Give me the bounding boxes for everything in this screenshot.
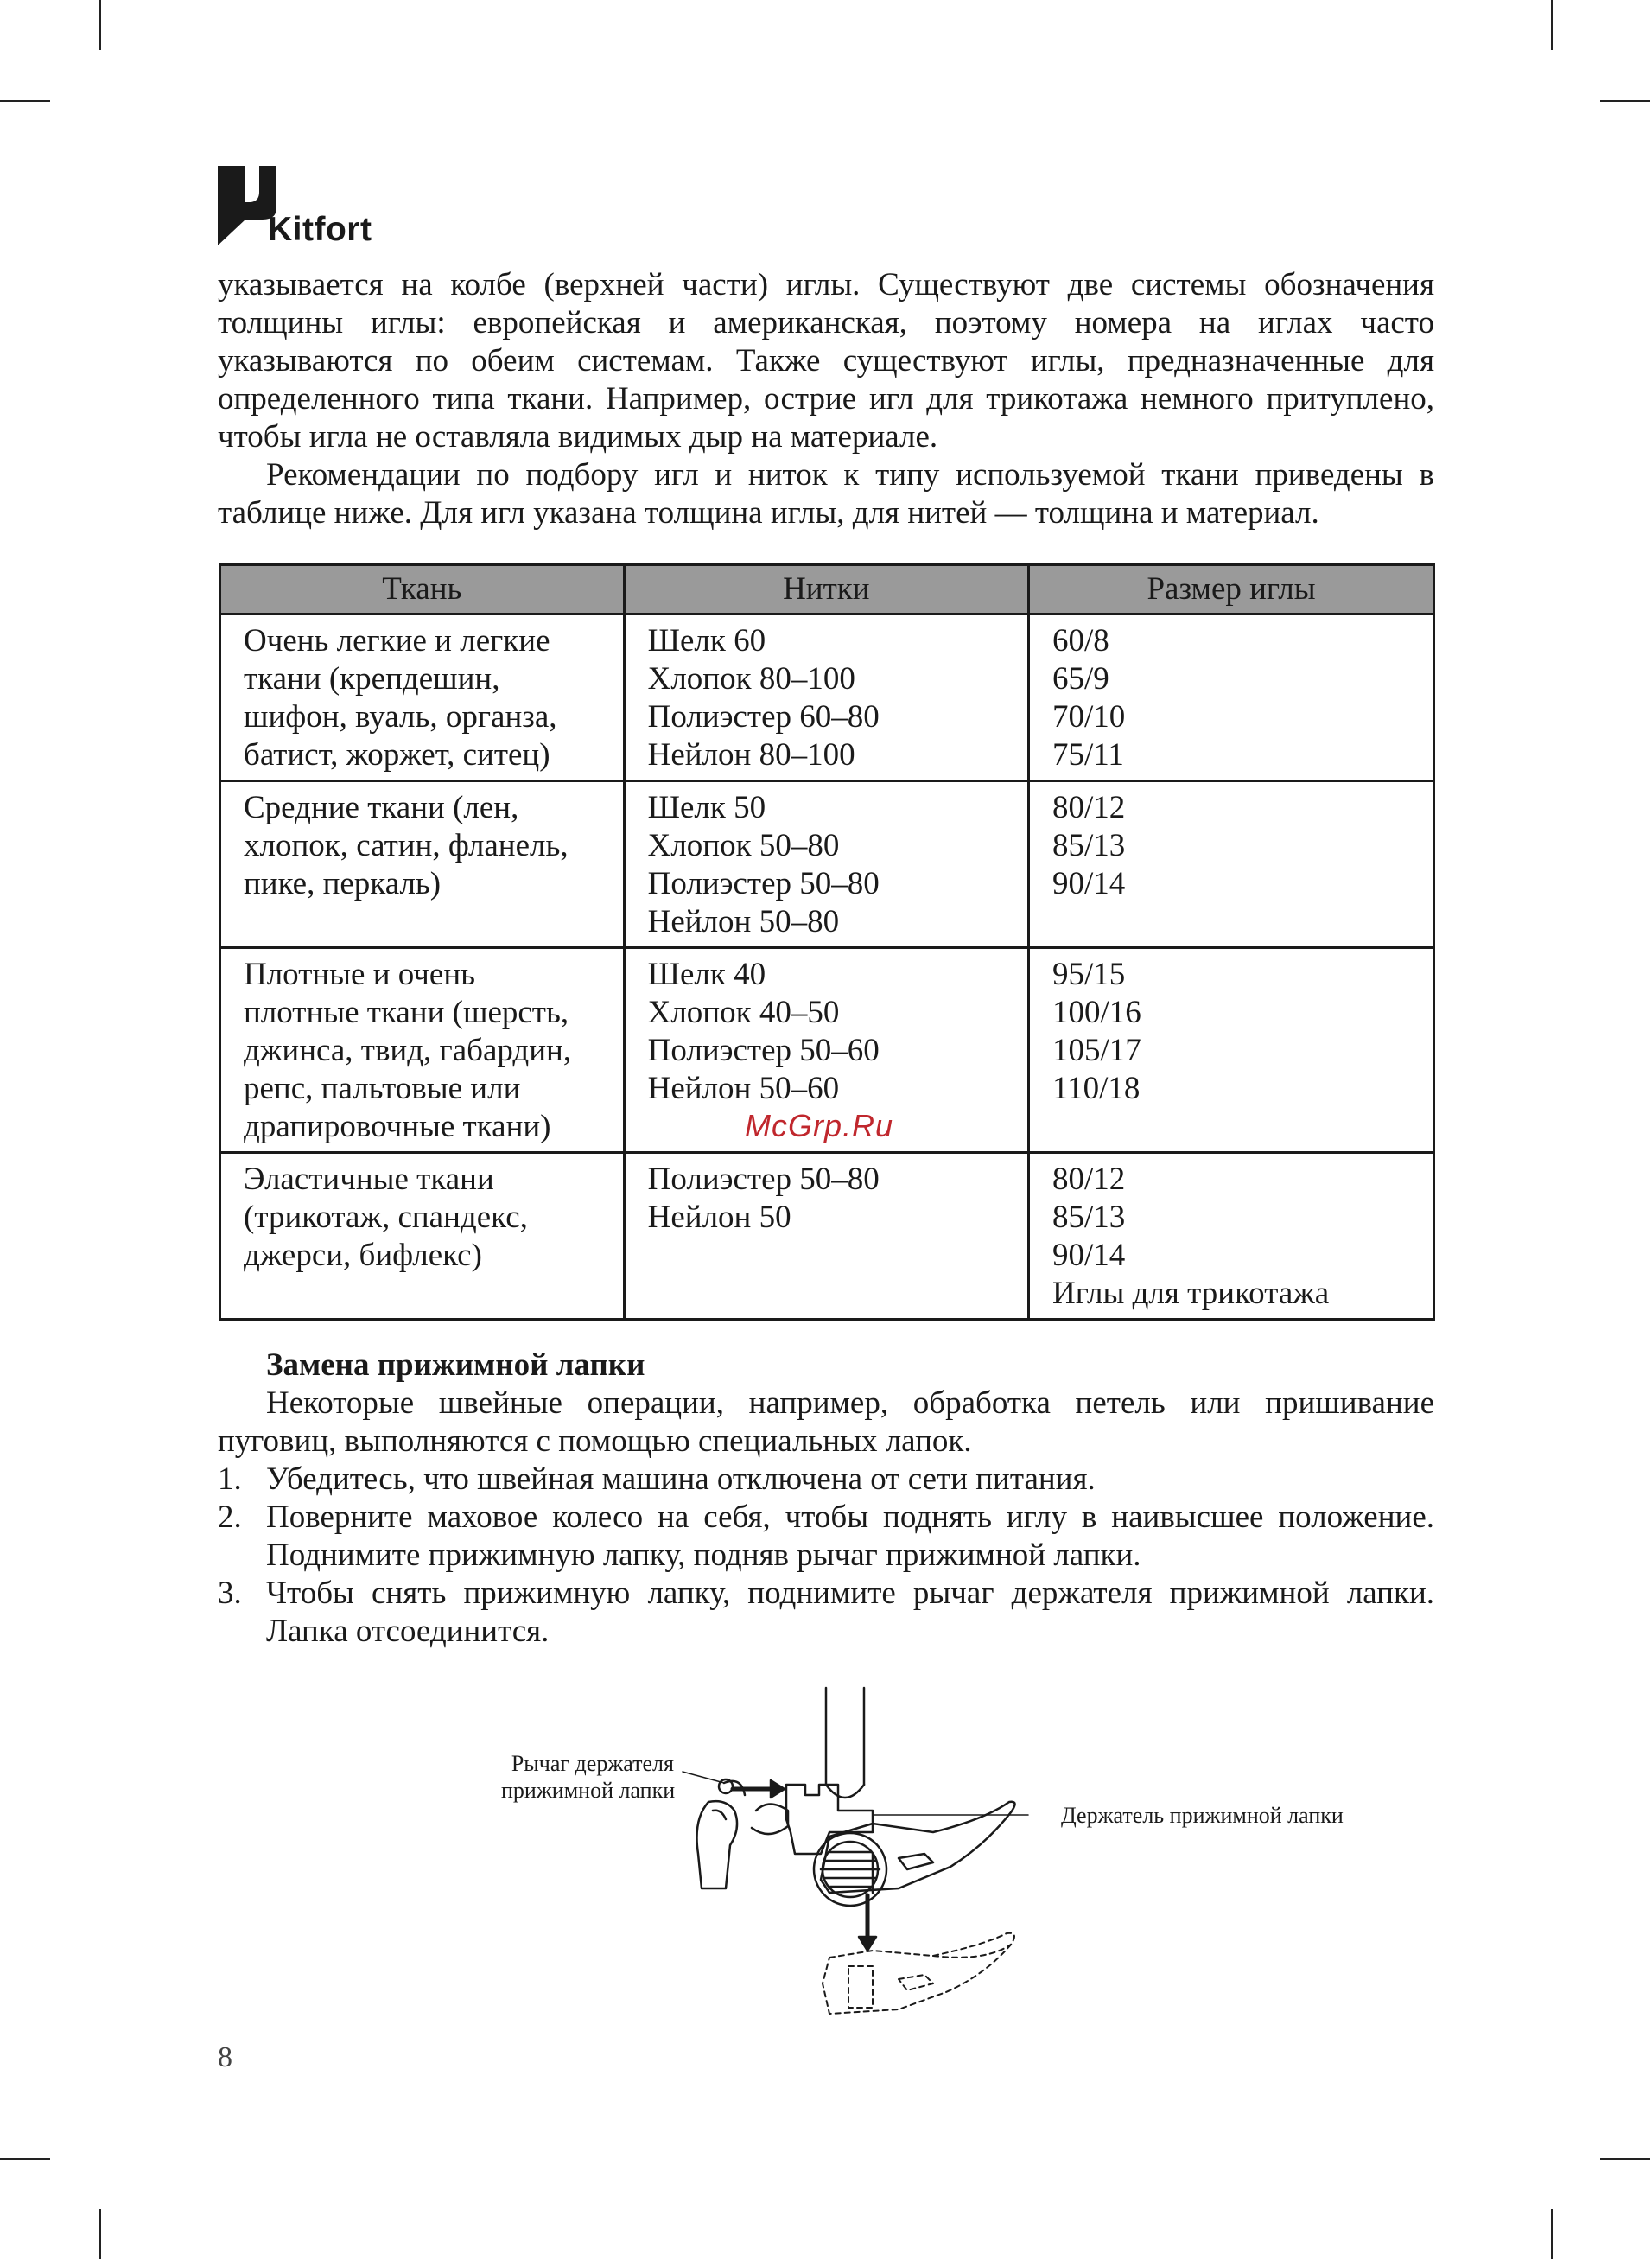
intro-paragraph: Рекомендации по подбору игл и ниток к типу используемой ткани приведены в таблице ниже. Для игл указана толщина иглы, для нитей — толщина и материал. bbox=[218, 457, 1434, 531]
step-text: Убедитесь, что швейная машина отключена от сети питания. bbox=[266, 1461, 1096, 1497]
cell-line: джерси, бифлекс) bbox=[244, 1238, 482, 1273]
fabric-cell bbox=[220, 781, 625, 948]
cell-line: Нейлон 80–100 bbox=[647, 737, 855, 773]
step-number: 3. bbox=[218, 1576, 242, 1611]
fabric-cell bbox=[220, 614, 625, 781]
cell-line: Плотные и очень bbox=[244, 957, 475, 992]
cell-line: Полиэстер 60–80 bbox=[647, 699, 880, 735]
cell-line: 95/15 bbox=[1052, 957, 1126, 992]
cell-line: 110/18 bbox=[1052, 1071, 1141, 1106]
watermark: McGrp.Ru bbox=[745, 1108, 894, 1143]
steps-list bbox=[218, 1461, 1434, 1651]
table-header-row bbox=[220, 565, 1434, 614]
presser-foot-illustration bbox=[467, 1681, 1417, 2044]
cell-line: 100/16 bbox=[1052, 995, 1141, 1030]
cell-line: ткани (крепдешин, bbox=[244, 661, 500, 697]
crop-mark bbox=[1600, 2158, 1650, 2160]
needle-size-cell bbox=[1029, 781, 1434, 948]
crop-mark bbox=[99, 2209, 101, 2259]
cell-line: 90/14 bbox=[1052, 1238, 1126, 1273]
label-holder: Держатель прижимной лапки bbox=[1061, 1803, 1344, 1828]
cell-line: батист, жоржет, ситец) bbox=[244, 737, 550, 773]
table-row bbox=[220, 614, 1434, 781]
crop-mark bbox=[1600, 100, 1650, 102]
cell-line: 85/13 bbox=[1052, 828, 1126, 863]
needle-thread-table bbox=[219, 563, 1435, 1321]
cell-line: джинса, твид, габардин, bbox=[244, 1033, 572, 1068]
cell-line: пике, перкаль) bbox=[244, 866, 442, 901]
cell-line: 70/10 bbox=[1052, 699, 1126, 735]
intro-paragraph: указывается на колбе (верхней части) иглы. Существуют две системы обозначения толщины иглы: европейская и американская, поэтому номера на иглах часто указываются по обеим системам. Также существуют иглы, предназначенные для определенного типа ткани. Например, острие игл для трикотажа немного притуплено, чтобы игла не оставляла видимых дыр на материале. bbox=[218, 267, 1434, 455]
column-header-threads: Нитки bbox=[624, 565, 1028, 614]
step-text: Чтобы снять прижимную лапку, поднимите рычаг держателя прижимной лапки. Лапка отсоединится. bbox=[266, 1576, 1434, 1649]
cell-line: Иглы для трикотажа bbox=[1052, 1276, 1330, 1311]
label-line: Рычаг держателя bbox=[511, 1751, 674, 1776]
cell-line: Очень легкие и легкие bbox=[244, 623, 550, 659]
crop-mark bbox=[0, 100, 50, 102]
presser-foot-figure bbox=[467, 1681, 1417, 2044]
presser-foot-section bbox=[218, 1346, 1434, 1651]
crop-mark bbox=[0, 2158, 50, 2160]
crop-mark bbox=[99, 0, 101, 50]
cell-line: Эластичные ткани bbox=[244, 1162, 494, 1197]
cell-line: Хлопок 40–50 bbox=[647, 995, 840, 1030]
cell-line: плотные ткани (шерсть, bbox=[244, 995, 569, 1030]
cell-line: Шелк 50 bbox=[647, 790, 766, 825]
needle-size-cell bbox=[1029, 948, 1434, 1153]
cell-line: 80/12 bbox=[1052, 1162, 1126, 1197]
cell-line: Шелк 40 bbox=[647, 957, 766, 992]
step-text: Поверните маховое колесо на себя, чтобы поднять иглу в наивысшее положение. Поднимите прижимную лапку, подняв рычаг прижимной лапки. bbox=[266, 1499, 1434, 1573]
label-lever bbox=[501, 1750, 674, 1804]
table-row bbox=[220, 1153, 1434, 1320]
section-title: Замена прижимной лапки bbox=[266, 1347, 645, 1383]
cell-line: 75/11 bbox=[1052, 737, 1124, 773]
intro-text bbox=[218, 266, 1434, 532]
cell-line: Полиэстер 50–80 bbox=[647, 1162, 880, 1197]
cell-line: Нейлон 50 bbox=[647, 1200, 791, 1235]
cell-line: Нейлон 50–60 bbox=[647, 1071, 840, 1106]
brand-name: Kitfort bbox=[268, 211, 372, 248]
cell-line: репс, пальтовые или bbox=[244, 1071, 521, 1106]
cell-line: 60/8 bbox=[1052, 623, 1109, 659]
cell-line: Хлопок 80–100 bbox=[647, 661, 855, 697]
cell-line: хлопок, сатин, фланель, bbox=[244, 828, 569, 863]
cell-line: Полиэстер 50–60 bbox=[647, 1033, 880, 1068]
crop-mark bbox=[1551, 0, 1553, 50]
cell-line: 105/17 bbox=[1052, 1033, 1141, 1068]
threads-cell bbox=[624, 781, 1028, 948]
threads-cell bbox=[624, 614, 1028, 781]
list-item bbox=[218, 1461, 1434, 1499]
cell-line: Шелк 60 bbox=[647, 623, 766, 659]
cell-line: Средние ткани (лен, bbox=[244, 790, 519, 825]
page-number: 8 bbox=[218, 2041, 232, 2073]
cell-line: 65/9 bbox=[1052, 661, 1109, 697]
needle-size-cell bbox=[1029, 614, 1434, 781]
cell-line: 80/12 bbox=[1052, 790, 1126, 825]
fabric-cell bbox=[220, 1153, 625, 1320]
cell-line: (трикотаж, спандекс, bbox=[244, 1200, 528, 1235]
list-item bbox=[218, 1575, 1434, 1651]
step-number: 2. bbox=[218, 1499, 242, 1535]
list-item bbox=[218, 1499, 1434, 1575]
threads-cell bbox=[624, 1153, 1028, 1320]
fabric-cell bbox=[220, 948, 625, 1153]
cell-line: шифон, вуаль, органза, bbox=[244, 699, 557, 735]
column-header-needle-size: Размер иглы bbox=[1029, 565, 1434, 614]
section-paragraph: Некоторые швейные операции, например, обработка петель или пришивание пуговиц, выполняются с помощью специальных лапок. bbox=[218, 1385, 1434, 1459]
cell-line: 90/14 bbox=[1052, 866, 1126, 901]
cell-line: 85/13 bbox=[1052, 1200, 1126, 1235]
cell-line: Хлопок 50–80 bbox=[647, 828, 840, 863]
crop-mark bbox=[1551, 2209, 1553, 2259]
step-number: 1. bbox=[218, 1461, 242, 1497]
table-row bbox=[220, 781, 1434, 948]
cell-line: Полиэстер 50–80 bbox=[647, 866, 880, 901]
needle-size-cell bbox=[1029, 1153, 1434, 1320]
cell-line: Нейлон 50–80 bbox=[647, 904, 840, 939]
cell-line: драпировочные ткани) bbox=[244, 1109, 551, 1144]
column-header-fabric: Ткань bbox=[220, 565, 625, 614]
label-line: прижимной лапки bbox=[501, 1778, 676, 1803]
